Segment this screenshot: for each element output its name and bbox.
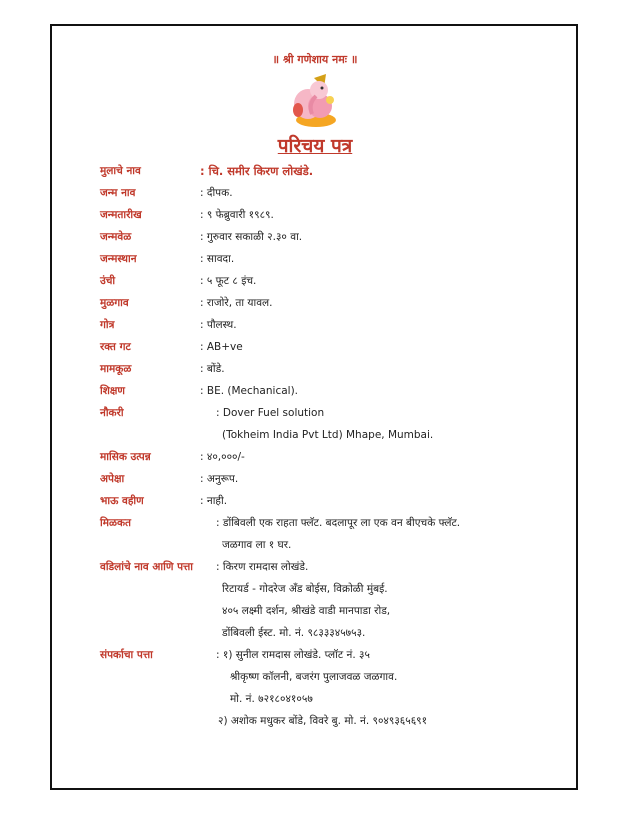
field-label: गोत्र bbox=[100, 319, 115, 331]
field-value: : राजोरे, ता यावल. bbox=[200, 297, 273, 309]
field-label: रक्त गट bbox=[100, 341, 131, 353]
continuation-line: डोंबिवली ईस्ट. मो. नं. ९८३३३४५७५३. bbox=[222, 627, 366, 639]
field-value: : डोंबिवली एक राहता फ्लॅट. बदलापूर ला एक वन बीएचके फ्लॅट. bbox=[216, 517, 461, 529]
field-value: : ५ फूट ८ इंच. bbox=[200, 275, 257, 287]
field-value: : ९ फेब्रुवारी १९८९. bbox=[200, 209, 274, 221]
continuation-line: (Tokheim India Pvt Ltd) Mhape, Mumbai. bbox=[222, 429, 434, 441]
field-label: जन्मस्थान bbox=[100, 253, 137, 265]
field-label: मामकूळ bbox=[100, 363, 132, 375]
field-value: : गुरुवार सकाळी २.३० वा. bbox=[200, 231, 303, 243]
field-label: मासिक उत्पन्न bbox=[100, 451, 151, 463]
field-label: नौकरी bbox=[100, 407, 124, 419]
continuation-line: ४०५ लक्ष्मी दर्शन, श्रीखंडे वाडी मानपाडा रोड, bbox=[222, 605, 391, 617]
field-value: : अनुरूप. bbox=[200, 473, 239, 485]
continuation-line: रिटायर्ड - गोदरेज अँड बोईस, विक्रोळी मुंबई. bbox=[222, 583, 388, 595]
invocation-text: ॥ श्री गणेशाय नमः ॥ bbox=[272, 53, 358, 66]
field-value: : AB+ve bbox=[200, 341, 243, 353]
continuation-line: श्रीकृष्ण कॉलनी, बजरंग पुलाजवळ जळगाव. bbox=[230, 671, 398, 683]
ganesha-image bbox=[286, 70, 342, 128]
field-value: : Dover Fuel solution bbox=[216, 407, 325, 419]
field-label: मुळगाव bbox=[100, 297, 129, 309]
field-value: : १) सुनील रामदास लोखंडे. प्लॉट नं. ३५ bbox=[216, 649, 370, 661]
continuation-line: २) अशोक मधुकर बोंडे, विवरे बु. मो. नं. ९०४९३६५६९१ bbox=[218, 715, 428, 727]
field-label: मुलाचे नाव bbox=[100, 165, 141, 177]
field-label: भाऊ वहीण bbox=[100, 495, 144, 507]
field-value: : चि. समीर किरण लोखंडे. bbox=[200, 164, 314, 178]
field-value: : सावदा. bbox=[200, 253, 235, 265]
field-label: अपेक्षा bbox=[100, 473, 125, 485]
field-label: वडिलांचे नाव आणि पत्ता bbox=[100, 561, 194, 573]
continuation-line: जळगाव ला १ घर. bbox=[222, 539, 292, 551]
field-value: : दीपक. bbox=[200, 187, 233, 199]
page-title: परिचय पत्र bbox=[277, 135, 353, 157]
field-value: : BE. (Mechanical). bbox=[200, 385, 298, 397]
field-label: संपर्काचा पत्ता bbox=[100, 649, 153, 661]
continuation-line: मो. नं. ७२१८०४१०५७ bbox=[230, 693, 313, 705]
field-label: जन्मवेळ bbox=[100, 231, 132, 243]
field-label: मिळकत bbox=[100, 517, 132, 529]
field-label: शिक्षण bbox=[100, 385, 125, 397]
field-value: : बोंडे. bbox=[200, 363, 225, 375]
field-value: : ४०,०००/- bbox=[200, 451, 245, 463]
field-value: : किरण रामदास लोखंडे. bbox=[216, 561, 309, 573]
field-value: : नाही. bbox=[200, 495, 228, 507]
field-label: जन्मतारीख bbox=[100, 209, 142, 221]
field-value: : पौलस्थ. bbox=[200, 319, 237, 331]
field-label: उंची bbox=[100, 275, 116, 287]
field-label: जन्म नाव bbox=[100, 187, 136, 199]
